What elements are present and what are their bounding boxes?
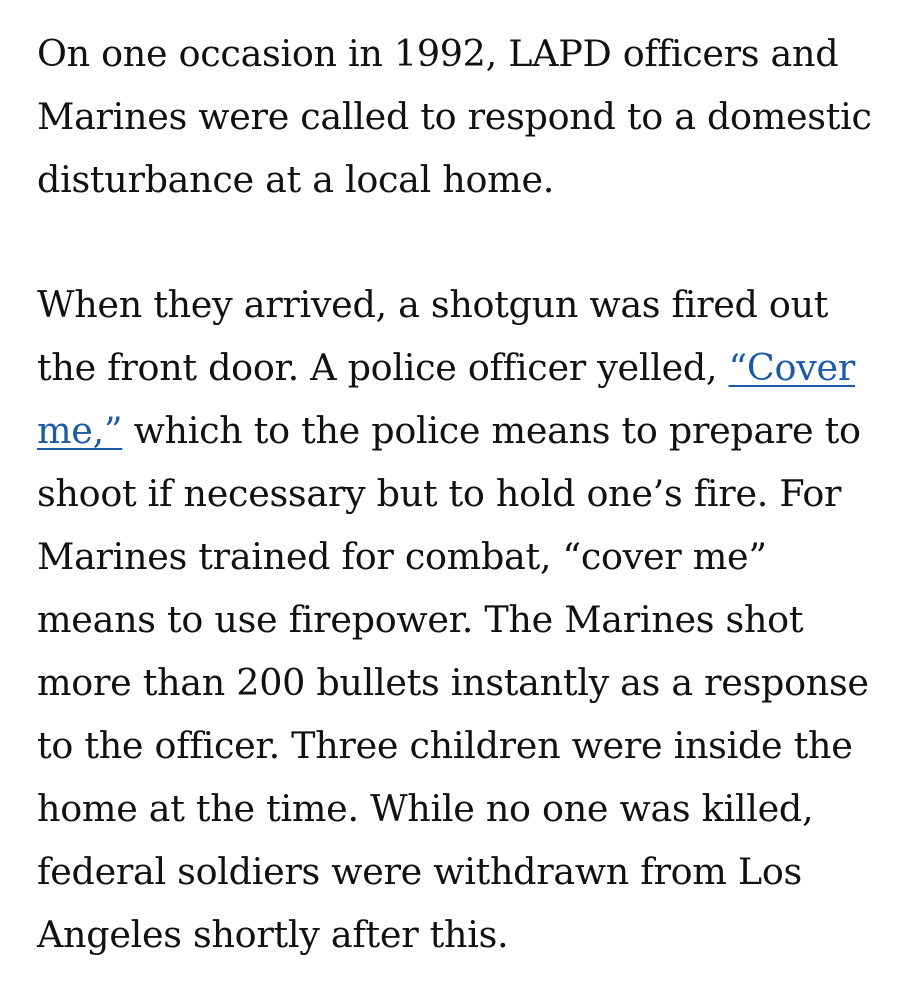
text-line: shoot if necessary but to hold one’s fire. For xyxy=(37,472,842,515)
text-line: means to use firepower. The Marines shot xyxy=(37,598,804,641)
text-line: disturbance at a local home. xyxy=(37,158,555,201)
text-line-with-link xyxy=(37,336,897,399)
text-line: home at the time. While no one was killed, xyxy=(37,787,814,830)
text-line: When they arrived, a shotgun was fired out xyxy=(37,283,829,326)
text-line-with-link xyxy=(37,399,897,462)
text-line: Marines were called to respond to a domestic xyxy=(37,95,872,138)
paragraph-1 xyxy=(37,22,897,211)
article-body xyxy=(37,22,897,966)
paragraph-2 xyxy=(37,273,897,966)
cover-me-link-continued[interactable]: me,” xyxy=(37,409,123,452)
text-line: Marines trained for combat, “cover me” xyxy=(37,535,767,578)
line-text: which to the police means to prepare to xyxy=(122,409,861,452)
text-line: to the officer. Three children were inside the xyxy=(37,724,853,767)
text-line: more than 200 bullets instantly as a response xyxy=(37,661,869,704)
text-line: federal soldiers were withdrawn from Los xyxy=(37,850,802,893)
line-text: the front door. A police officer yelled, xyxy=(37,346,729,389)
paragraph-spacer xyxy=(37,211,897,273)
text-line: On one occasion in 1992, LAPD officers and xyxy=(37,32,839,75)
text-line: Angeles shortly after this. xyxy=(37,913,509,956)
cover-me-link[interactable]: “Cover xyxy=(728,346,855,389)
